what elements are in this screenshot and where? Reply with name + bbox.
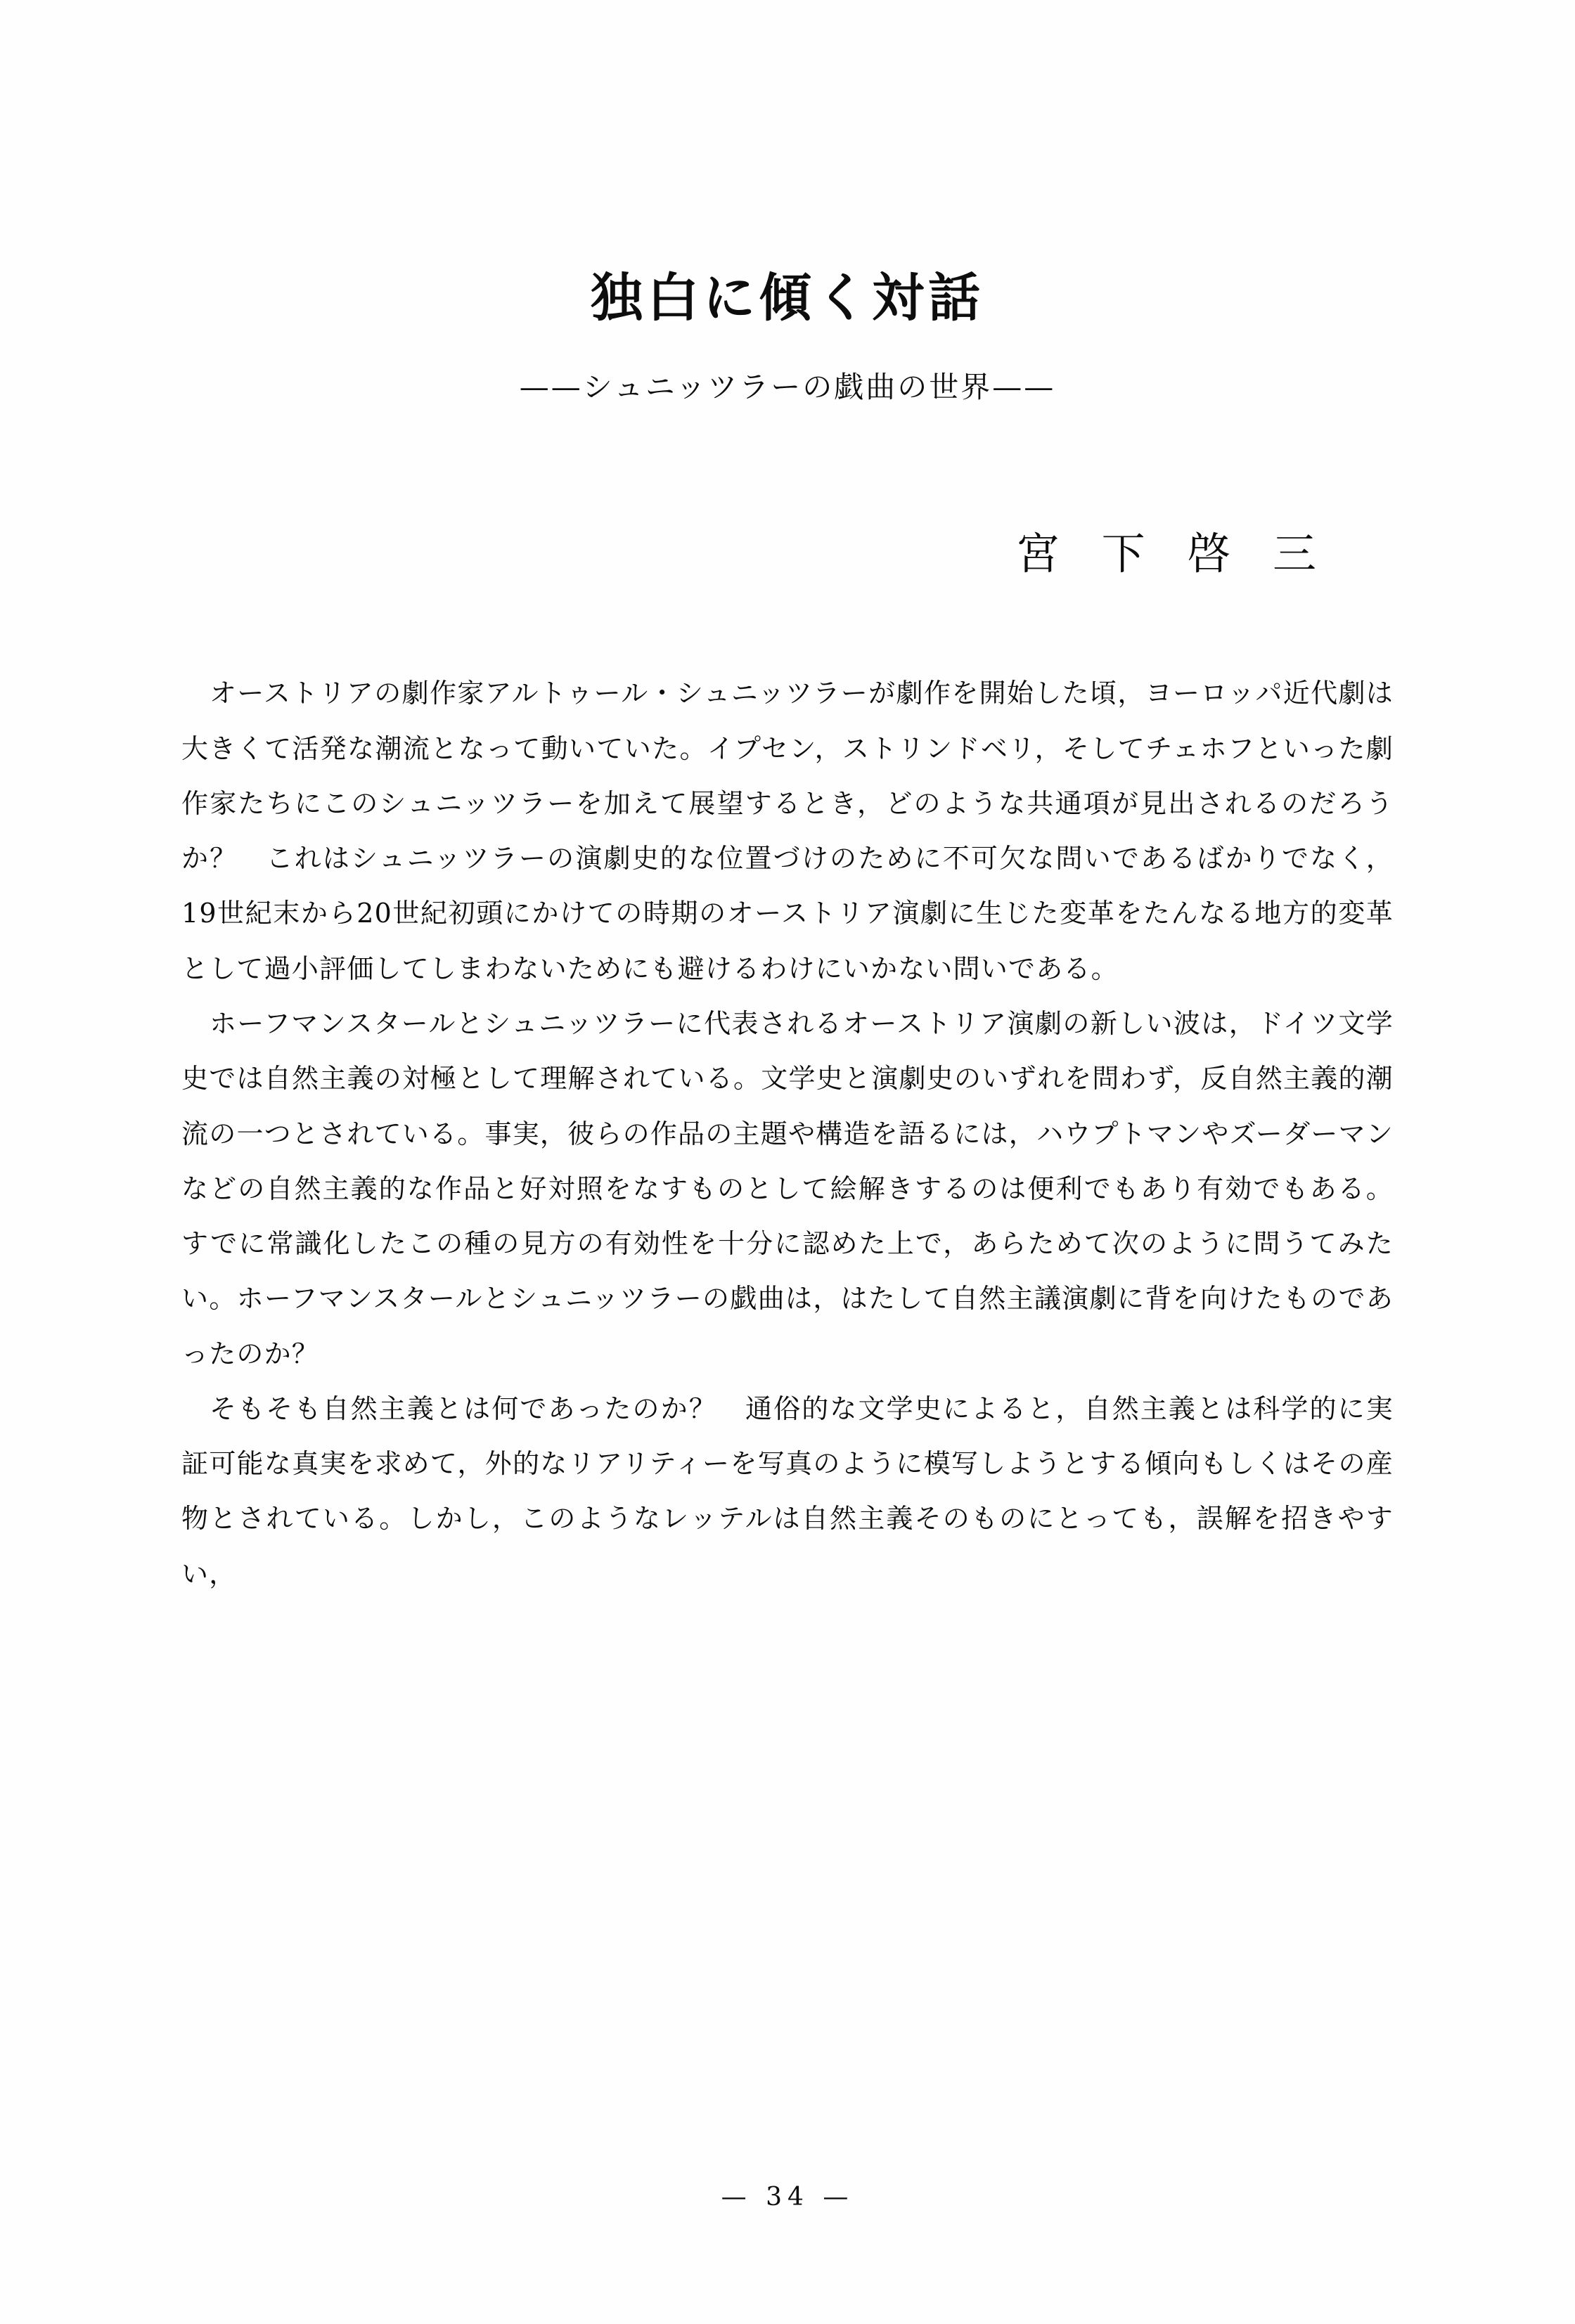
paragraph: そもそも自然主義とは何であったのか？ 通俗的な文学史によると，自然主義とは科学的に実証可能な真実を求めて，外的なリアリティーを写真のように模写しようとする傾向もしくはその産物とされている。しかし，このようなレッテルは自然主義そのものにとっても，誤解を招きやすい， xyxy=(181,1393,1394,1589)
body-text xyxy=(181,666,1394,1601)
page-title: 独白に傾く対話 xyxy=(591,268,984,328)
page-number: — 34 — xyxy=(721,2183,854,2212)
author-name: 宮 下 啓 三 xyxy=(1015,528,1330,580)
author-row xyxy=(181,519,1394,581)
paragraph: オーストリアの劇作家アルトゥール・シュニッツラーが劇作を開始した頃，ヨーロッパ近代劇は大きくて活発な潮流となって動いていた。イプセン，ストリンドベリ，そしてチェホフといった劇作家たちにこのシュニッツラーを加えて展望するとき，どのような共通項が見出されるのだろうか？ これはシュニッツラーの演劇史的な位置づけのために不可欠な問いであるばかりでなく，19世紀末から20世紀初頭にかけての時期のオーストリア演劇に生じた変革をたんなる地方的変革として過小評価してしまわないためにも避けるわけにいかない問いである。 xyxy=(181,678,1394,984)
paragraph: ホーフマンスタールとシュニッツラーに代表されるオーストリア演劇の新しい波は，ドイツ文学史では自然主義の対極として理解されている。文学史と演劇史のいずれを問わず，反自然主義的潮流の一つとされている。事実，彼らの作品の主題や構造を語るには，ハウプトマンやズーダーマンなどの自然主義的な作品と好対照をなすものとして絵解きするのは便利でもあり有効でもある。すでに常識化したこの種の見方の有効性を十分に認めた上で，あらためて次のように問うてみたい。ホーフマンスタールとシュニッツラーの戯曲は，はたして自然主議演劇に背を向けたものであったのか？ xyxy=(181,1007,1394,1369)
page-subtitle: ——シュニッツラーの戯曲の世界—— xyxy=(519,370,1056,405)
page-content xyxy=(181,0,1394,2324)
